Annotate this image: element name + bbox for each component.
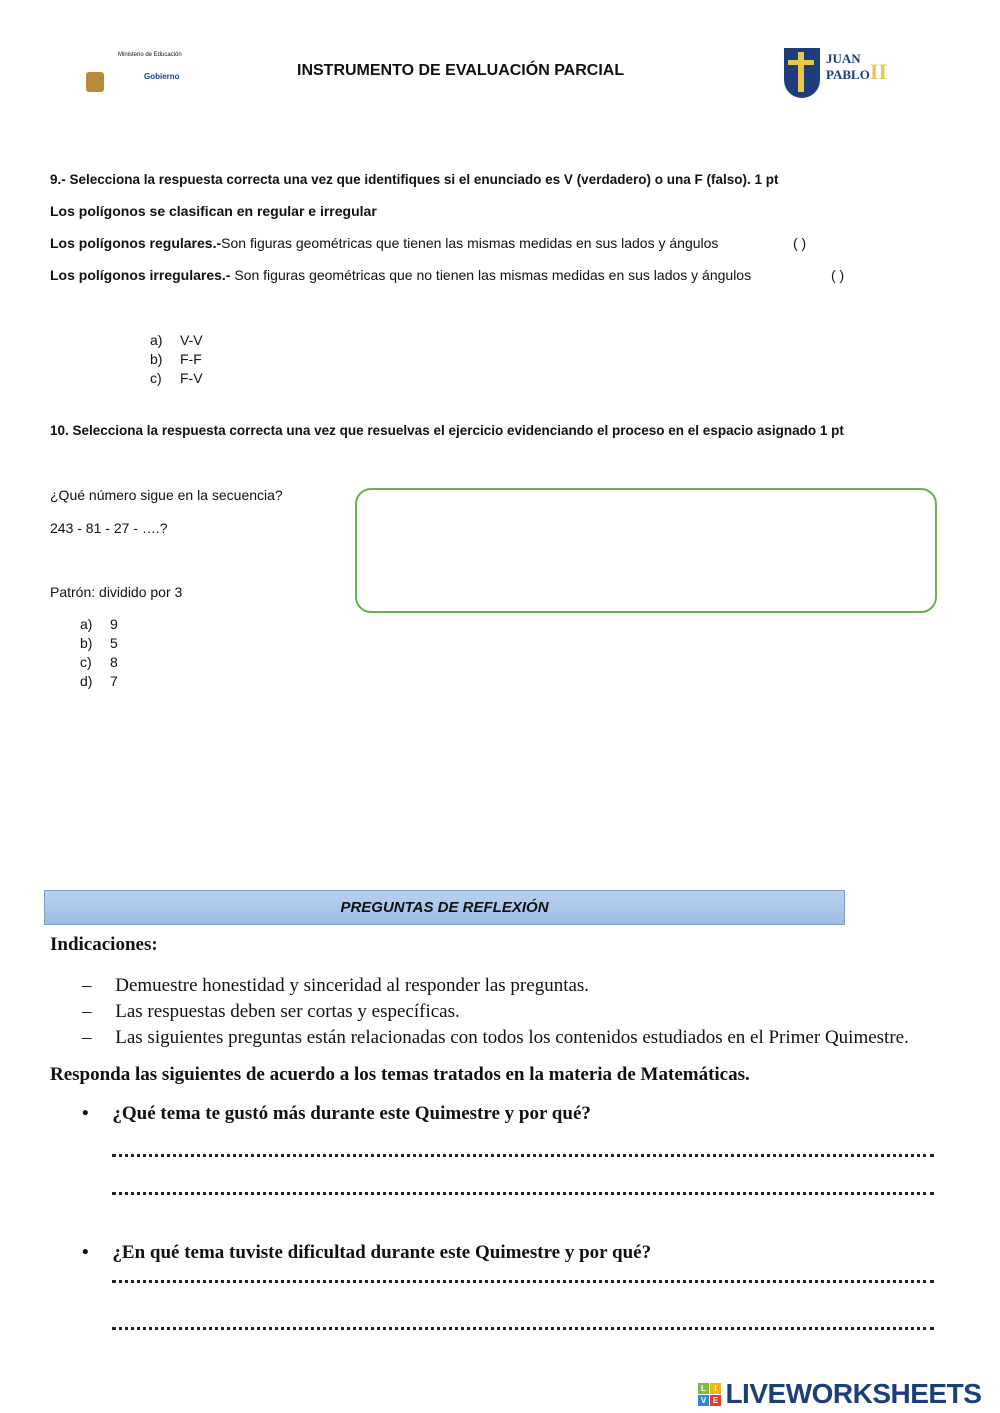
q9-statement-2 xyxy=(50,267,751,283)
indication-item: – Las siguientes preguntas están relacionadas con todos los contenidos estudiados en el Primer Quimestre. xyxy=(82,1027,909,1048)
q10-sequence: 243 - 81 - 27 - ….? xyxy=(50,520,168,536)
reflection-banner xyxy=(44,890,845,925)
answer-line-2a[interactable] xyxy=(112,1280,934,1283)
q9-prompt: 9.- Selecciona la respuesta correcta una vez que identifiques si el enunciado es V (verdadero) o una F (falso). 1 pt xyxy=(50,172,779,187)
option-c[interactable]: c) F-V xyxy=(150,370,203,386)
q9-options xyxy=(150,331,203,388)
document-title: INSTRUMENTO DE EVALUACIÓN PARCIAL xyxy=(297,62,625,79)
indication-item: – Las respuestas deben ser cortas y específicas. xyxy=(82,1001,460,1022)
liveworksheets-logo xyxy=(698,1378,981,1408)
option-a[interactable]: a) V-V xyxy=(150,332,203,348)
answer-line-1a[interactable] xyxy=(112,1154,934,1157)
option-b[interactable]: b) 5 xyxy=(80,635,118,651)
q10-work-area[interactable] xyxy=(355,488,937,613)
statement-label: Los polígonos irregulares.- xyxy=(50,267,231,283)
option-b[interactable]: b) F-F xyxy=(150,351,202,367)
indication-item: – Demuestre honestidad y sinceridad al responder las preguntas. xyxy=(82,975,590,996)
q9-statement-1 xyxy=(50,235,718,251)
q9-intro: Los polígonos se clasifican en regular e irregular xyxy=(50,203,377,219)
indications-list xyxy=(82,973,909,1051)
live-badge-icon: L I V E xyxy=(698,1383,721,1406)
coat-of-arms-icon xyxy=(86,72,104,92)
reflection-question-1: • ¿Qué tema te gustó más durante este Quimestre y por qué? xyxy=(82,1103,591,1124)
answer-line-2b[interactable] xyxy=(112,1327,934,1330)
statement-text: Son figuras geométricas que tienen las mismas medidas en sus lados y ángulos xyxy=(221,235,719,251)
reflection-instruction: Responda las siguientes de acuerdo a los temas tratados en la materia de Matemáticas. xyxy=(50,1064,750,1085)
ministry-label: Ministerio de Educación xyxy=(118,52,182,58)
gobierno-logo-icon: Gobierno xyxy=(144,72,180,81)
answer-line-1b[interactable] xyxy=(112,1192,934,1195)
q10-prompt: 10. Selecciona la respuesta correcta una vez que resuelvas el ejercicio evidenciando el proceso en el espacio asignado 1 pt xyxy=(50,423,844,438)
indications-title: Indicaciones: xyxy=(50,934,158,955)
statement-label: Los polígonos regulares.- xyxy=(50,235,222,251)
option-c[interactable]: c) 8 xyxy=(80,654,118,670)
option-d[interactable]: d) 7 xyxy=(80,673,118,689)
option-a[interactable]: a) 9 xyxy=(80,616,118,632)
q9-blank-2[interactable]: ( ) xyxy=(831,267,845,283)
q10-pattern: Patrón: dividido por 3 xyxy=(50,584,183,600)
school-logo: JUAN PABLOII xyxy=(784,48,894,100)
reflection-question-2: • ¿En qué tema tuviste dificultad durante este Quimestre y por qué? xyxy=(82,1242,652,1263)
statement-text: Son figuras geométricas que no tienen las mismas medidas en sus lados y ángulos xyxy=(230,267,752,283)
brand-name: LIVEWORKSHEETS xyxy=(725,1378,982,1409)
q10-question: ¿Qué número sigue en la secuencia? xyxy=(50,487,283,503)
q10-options xyxy=(80,615,118,691)
banner-title: PREGUNTAS DE REFLEXIÓN xyxy=(340,899,549,916)
ministry-logo xyxy=(84,52,234,102)
shield-cross-icon xyxy=(784,48,820,98)
q9-blank-1[interactable]: ( ) xyxy=(793,235,807,251)
